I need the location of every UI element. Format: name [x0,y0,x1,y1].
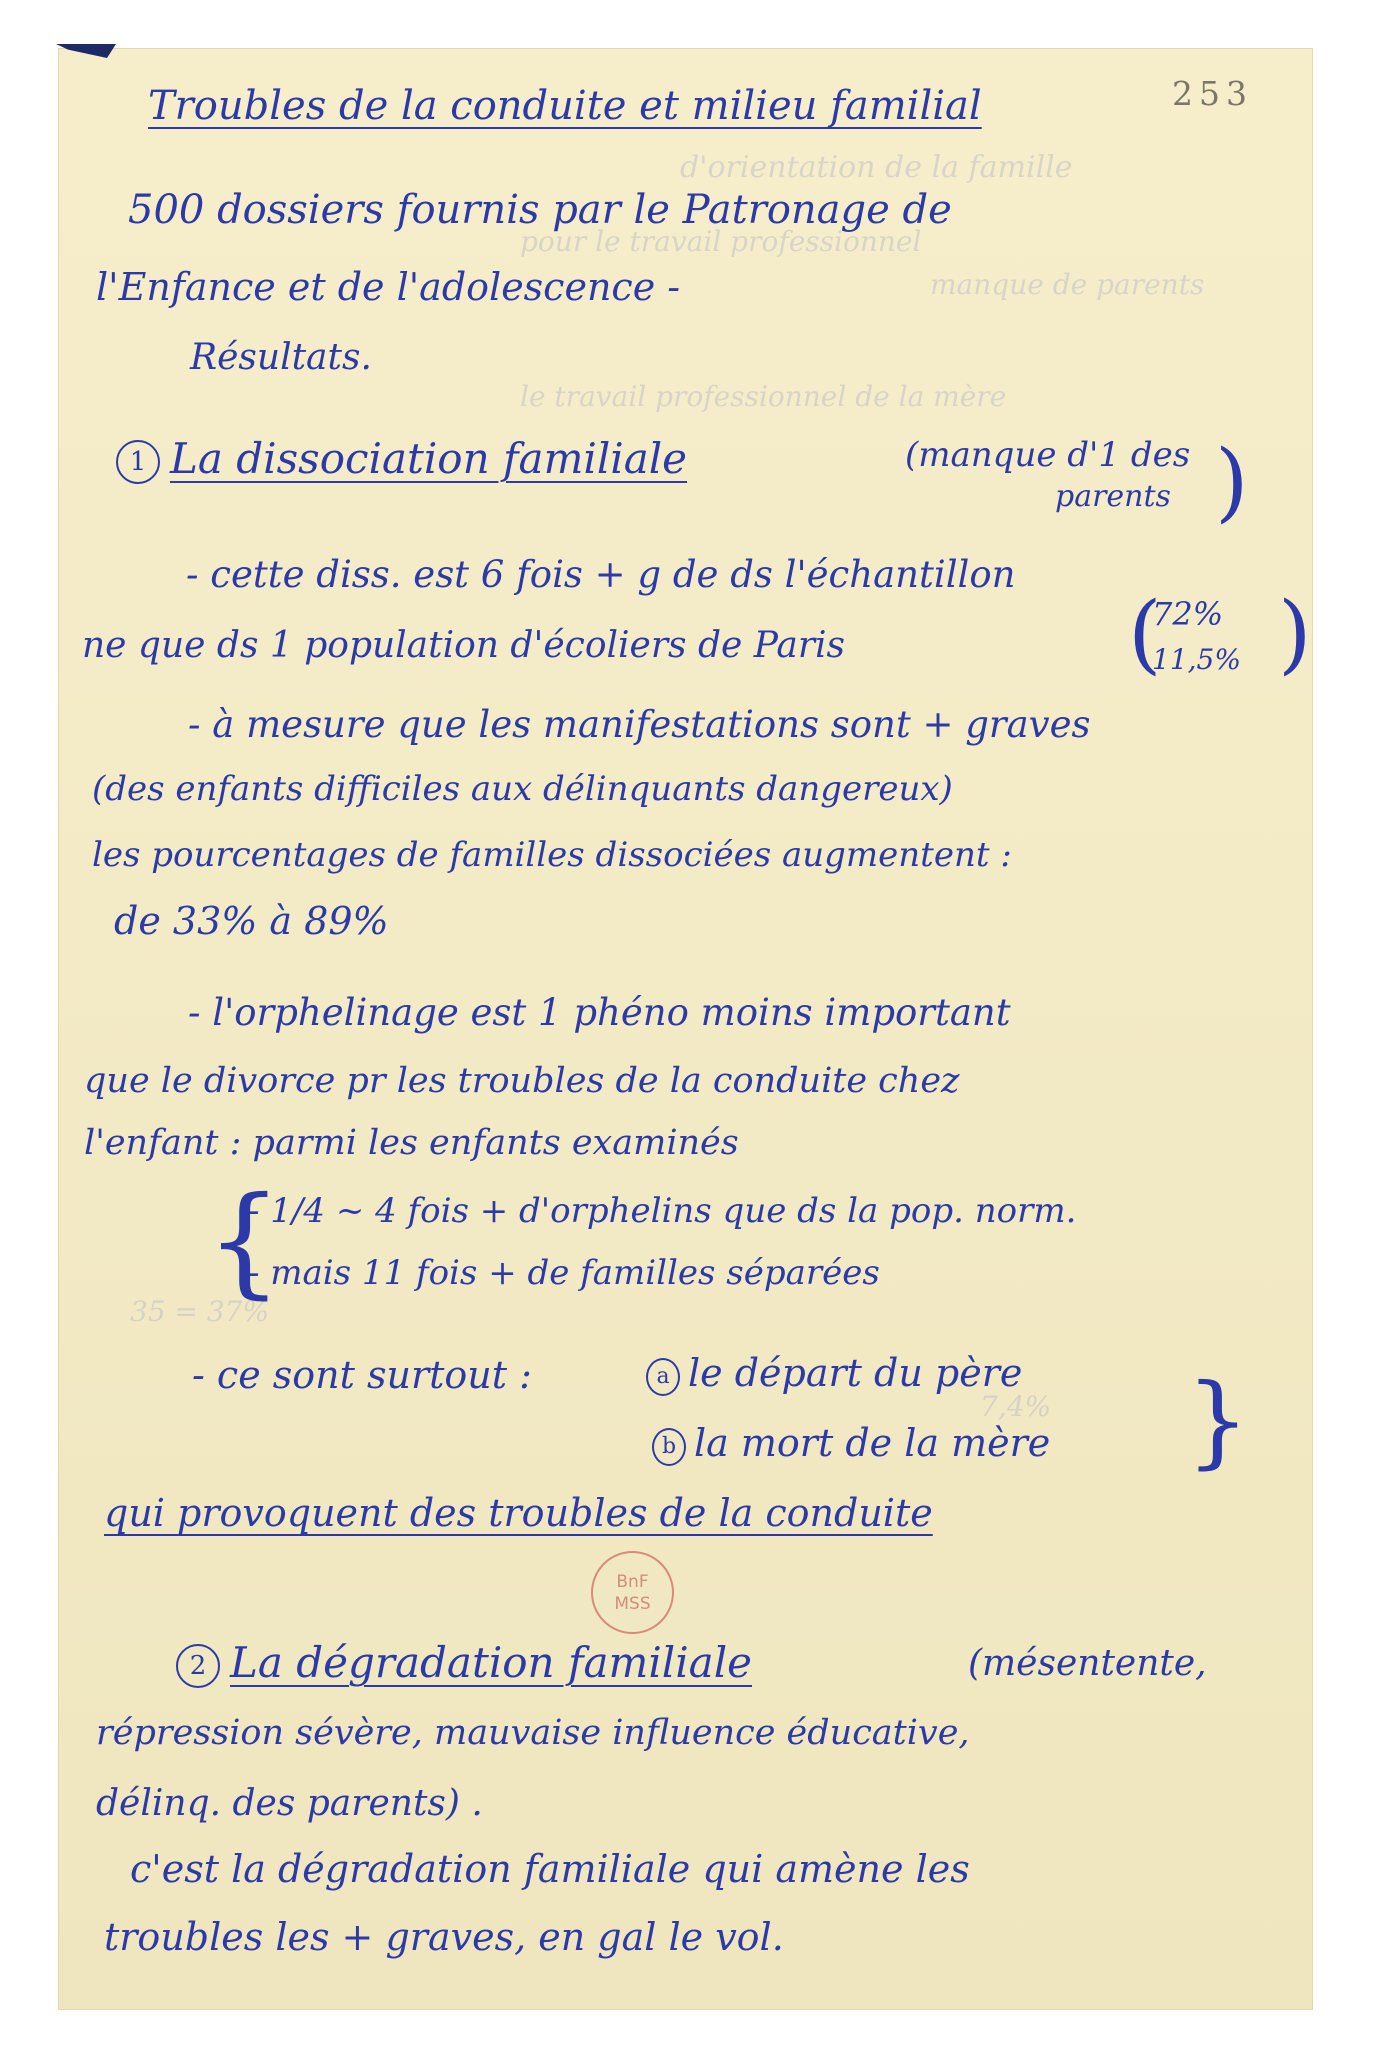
section1-line-10: - 1/4 ~ 4 fois + d'orphelins que ds la pop. norm. [248,1191,1077,1231]
page-title: Troubles de la conduite et milieu familial [148,83,982,129]
point-b [652,1421,1051,1466]
percent-72: 72% [1152,595,1224,633]
section1-line-2: ne que ds 1 population d'écoliers de Paris [82,625,846,666]
section1-line-11: - mais 11 fois + de familles séparées [248,1253,880,1293]
section1-line-8: que le divorce pr les troubles de la conduite chez [84,1061,960,1101]
stamp-line-2: MSS [614,1593,651,1614]
section1-heading-note2: parents [1055,479,1171,514]
section2-line-1: répression sévère, mauvaise influence éducative, [96,1713,970,1753]
section1-line-1: - cette diss. est 6 fois + g de ds l'échantillon [186,553,1016,596]
section1-line-12: - ce sont surtout : [192,1353,532,1397]
bleed-through-text: 7,4% [980,1390,1052,1423]
section1-line-4: (des enfants difficiles aux délinquants dangereux) [92,769,953,809]
point-b-marker: b [652,1428,686,1466]
section1-line-3: - à mesure que les manifestations sont + graves [188,703,1091,746]
section1-line-5: les pourcentages de familles dissociées augmentent : [92,835,1012,875]
section1-line-6: de 33% à 89% [114,899,389,943]
stamp-line-1: BnF [616,1571,649,1592]
section2-heading [176,1638,752,1688]
point-a-text: le départ du père [688,1351,1023,1395]
bnf-mss-stamp [591,1551,674,1634]
bleed-through-text: pour le travail professionnel [520,225,922,258]
point-b-text: la mort de la mère [694,1421,1051,1465]
section1-title: La dissociation familiale [170,434,688,483]
section2-line-2: délinq. des parents) . [96,1783,483,1824]
close-paren: ) [1278,584,1312,684]
bleed-through-text: d'orientation de la famille [680,150,1073,185]
open-paren: ( [1128,584,1162,684]
section2-title: La dégradation familiale [230,1638,752,1687]
bleed-through-text: 35 = 37% [130,1295,270,1328]
section-number-badge: 2 [176,1644,220,1688]
percent-11-5: 11,5% [1152,643,1241,676]
section1-line-7: - l'orphelinage est 1 phéno moins important [188,991,1011,1034]
folio-number: 253 [1172,74,1253,113]
bleed-through-text: le travail professionnel de la mère [520,380,1007,413]
section-number-badge: 1 [116,440,160,484]
section1-heading [116,434,688,484]
section2-line-3: c'est la dégradation familiale qui amène les [130,1847,970,1891]
left-brace: { [206,1172,283,1311]
point-a [646,1351,1023,1396]
section1-line-13: qui provoquent des troubles de la conduite [104,1491,933,1535]
point-a-marker: a [646,1358,680,1396]
section1-heading-note: (manque d'1 des [905,435,1191,475]
closing-paren: ) [1215,432,1249,532]
intro-line-1: 500 dossiers fournis par le Patronage de [128,187,952,233]
intro-line-2: l'Enfance et de l'adolescence - [96,265,681,309]
section2-line-4: troubles les + graves, en gal le vol. [104,1915,784,1959]
bleed-through-text: manque de parents [930,268,1205,301]
intro-line-3: Résultats. [190,337,372,378]
section2-heading-note: (mésentente, [968,1643,1207,1684]
section1-line-9: l'enfant : parmi les enfants examinés [84,1123,739,1163]
right-brace: } [1186,1362,1250,1479]
